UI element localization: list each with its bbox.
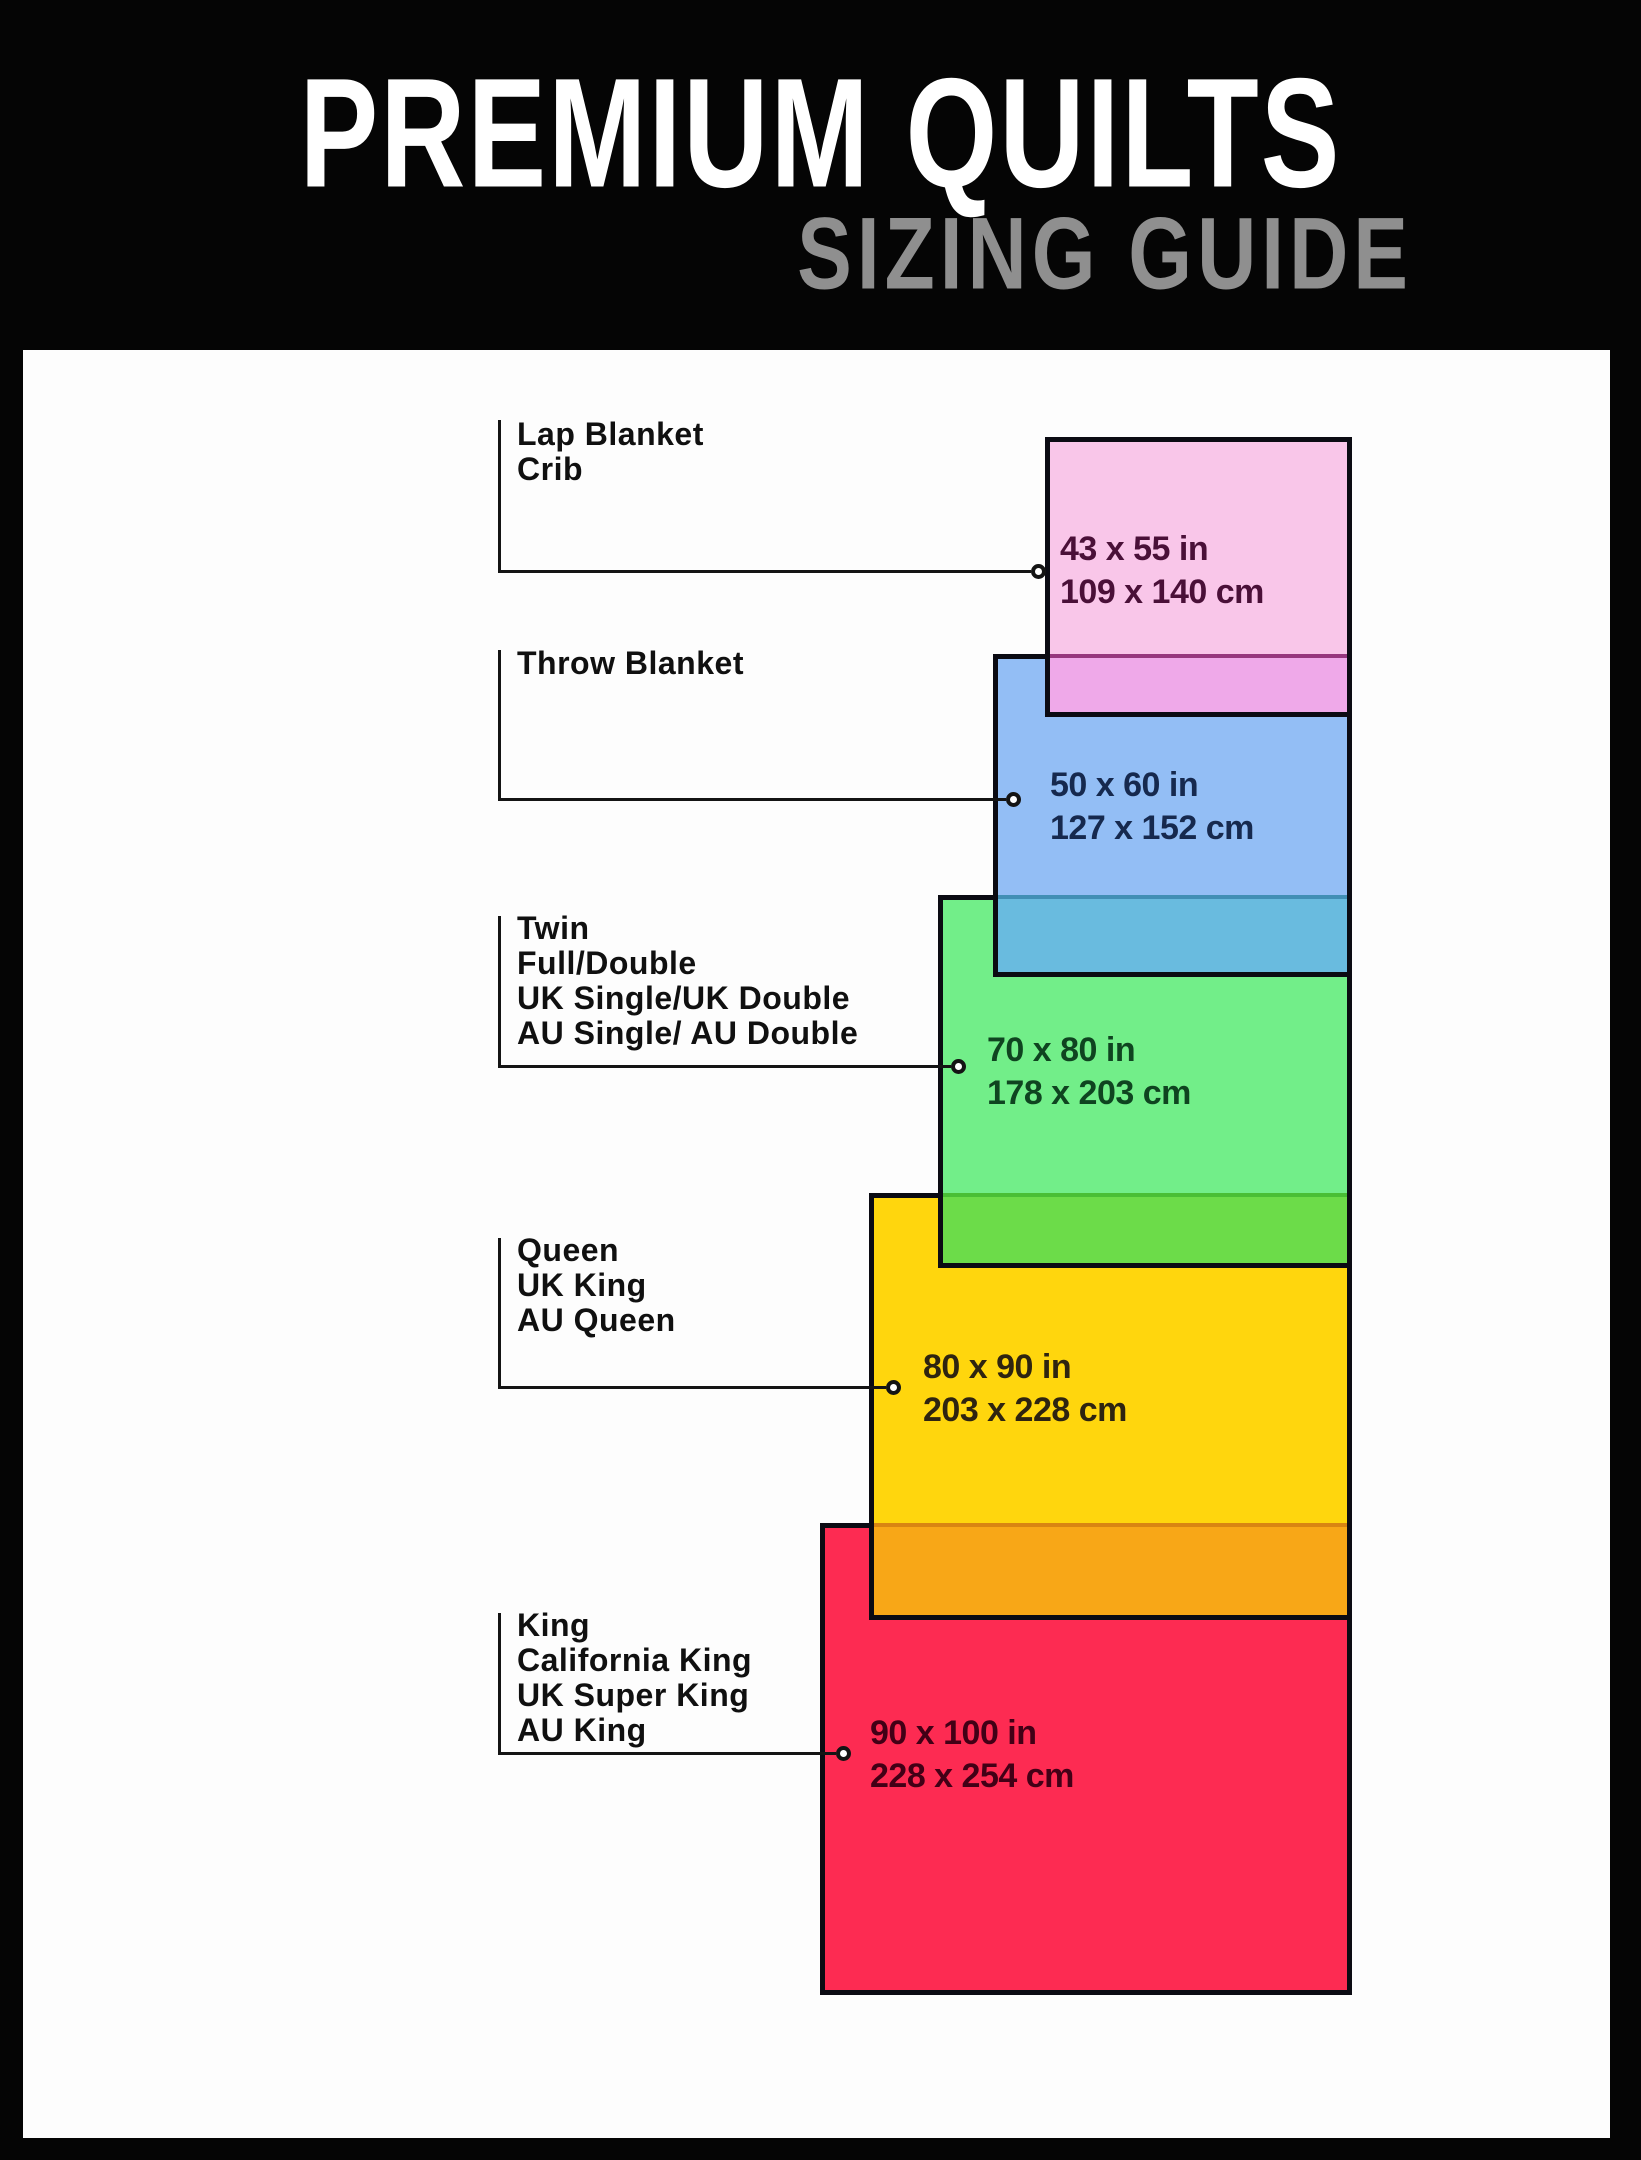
leader-dot-queen [886,1380,901,1395]
leader-vline-throw [498,650,501,801]
size-in: 80 x 90 in [923,1348,1072,1386]
label-line: Queen [517,1232,620,1268]
label-twin [517,911,858,1051]
size-text-twin [987,1029,1191,1115]
label-line: AU Single/ AU Double [517,1015,859,1051]
leader-hline-king [498,1752,836,1755]
leader-vline-queen [498,1238,501,1389]
size-cm: 109 x 140 cm [1060,573,1264,611]
overlap-twin-queen [943,1193,1347,1263]
page-title [0,44,1641,221]
leader-dot-throw [1006,792,1021,807]
label-line: Throw Blanket [517,645,744,681]
page-subtitle [797,196,1413,311]
size-in: 50 x 60 in [1050,766,1199,804]
label-line: Twin [517,910,590,946]
size-cm: 203 x 228 cm [923,1391,1127,1429]
leader-hline-queen [498,1386,886,1389]
label-line: Full/Double [517,945,697,981]
label-lap-crib [517,417,704,487]
overlap-lap-throw [1050,654,1347,712]
leader-vline-lap [498,420,501,573]
size-in: 90 x 100 in [870,1714,1037,1752]
page-title-text: PREMIUM QUILTS [299,46,1342,221]
leader-vline-king [498,1613,501,1755]
overlap-throw-twin [998,895,1347,972]
label-line: AU King [517,1712,647,1748]
size-cm: 228 x 254 cm [870,1757,1074,1795]
leader-hline-lap [498,570,1031,573]
label-line: Crib [517,451,583,487]
label-line: California King [517,1642,753,1678]
leader-hline-twin [498,1065,951,1068]
size-text-lap-crib [1060,528,1264,614]
label-queen [517,1233,676,1338]
label-line: UK Super King [517,1677,750,1713]
size-text-queen [923,1346,1127,1432]
label-throw [517,646,744,681]
label-line: Lap Blanket [517,416,704,452]
size-text-throw [1050,764,1254,850]
leader-vline-twin [498,916,501,1068]
label-king [517,1608,752,1748]
label-line: AU Queen [517,1302,676,1338]
size-in: 43 x 55 in [1060,530,1209,568]
page-subtitle-text: SIZING GUIDE [797,197,1413,311]
diagram-panel [23,350,1610,2138]
size-cm: 178 x 203 cm [987,1074,1191,1112]
leader-dot-twin [951,1059,966,1074]
label-line: UK Single/UK Double [517,980,851,1016]
overlap-queen-king [874,1523,1347,1615]
size-in: 70 x 80 in [987,1031,1136,1069]
size-cm: 127 x 152 cm [1050,809,1254,847]
leader-dot-king [836,1746,851,1761]
label-line: King [517,1607,591,1643]
label-line: UK King [517,1267,647,1303]
leader-hline-throw [498,798,1006,801]
leader-dot-lap [1031,564,1046,579]
size-text-king [870,1712,1074,1798]
